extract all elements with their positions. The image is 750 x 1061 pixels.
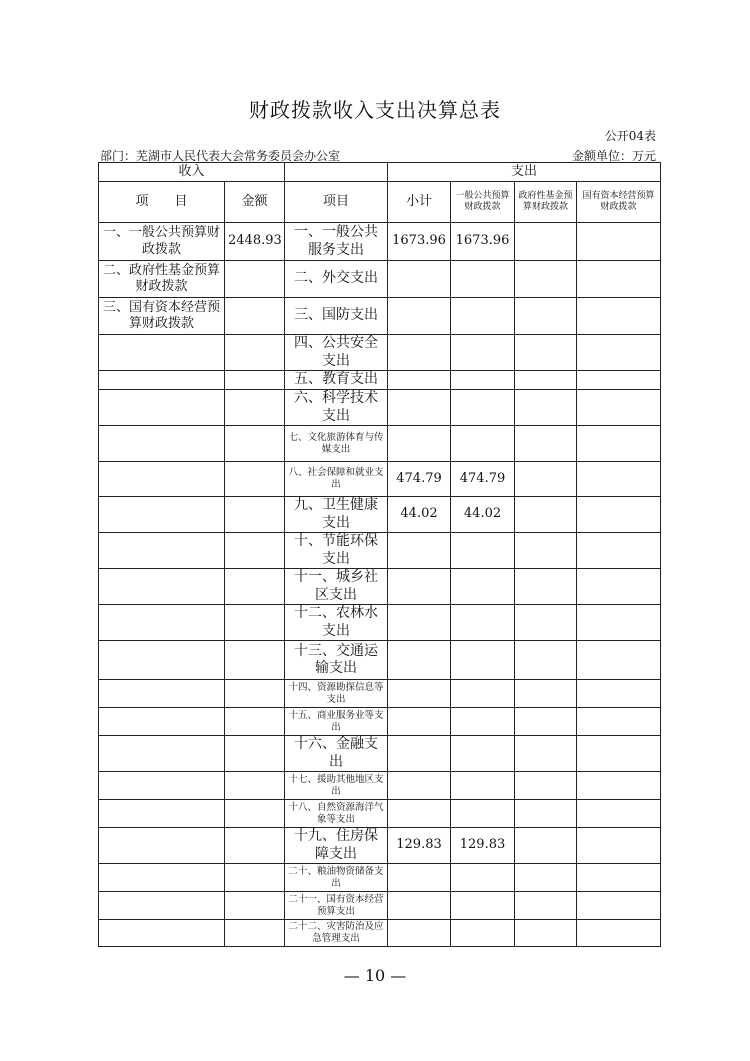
expense-item-cell: 十六、金融支出 (285, 736, 388, 772)
subtotal-cell: 129.83 (388, 828, 451, 864)
fund-budget-header: 政府性基金预算财政拨款 (515, 182, 577, 223)
income-amount-cell (225, 680, 285, 708)
general-budget-cell (451, 864, 515, 892)
income-amount-cell (225, 828, 285, 864)
income-item-cell: 三、国有资本经营预算财政拨款 (99, 298, 225, 335)
general-budget-cell: 1673.96 (451, 223, 515, 261)
expense-item-cell: 九、卫生健康支出 (285, 497, 388, 533)
table-row (99, 569, 661, 605)
table-row (99, 298, 661, 335)
page-title: 财政拨款收入支出决算总表 (249, 98, 501, 122)
general-budget-cell (451, 605, 515, 641)
table-row (99, 800, 661, 828)
header-blank (285, 163, 388, 182)
fund-budget-cell (515, 533, 577, 569)
state-capital-cell (577, 569, 661, 605)
subtotal-cell (388, 680, 451, 708)
state-capital-cell (577, 708, 661, 736)
expense-item-cell: 十三、交通运输支出 (285, 641, 388, 680)
fund-budget-cell (515, 708, 577, 736)
income-amount-cell: 2448.93 (225, 223, 285, 261)
table-row (99, 533, 661, 569)
fund-budget-cell (515, 569, 577, 605)
state-capital-cell (577, 335, 661, 371)
state-capital-cell (577, 462, 661, 497)
state-capital-header: 国有资本经营预算财政拨款 (577, 182, 661, 223)
expense-item-cell: 八、社会保障和就业支出 (285, 462, 388, 497)
income-item-cell (99, 533, 225, 569)
expense-item-cell: 十五、商业服务业等支出 (285, 708, 388, 736)
subtotal-cell (388, 426, 451, 462)
subtotal-cell (388, 335, 451, 371)
table-row (99, 605, 661, 641)
income-amount-cell (225, 920, 285, 947)
income-item-cell (99, 497, 225, 533)
table-row (99, 335, 661, 371)
fund-budget-cell (515, 605, 577, 641)
general-budget-cell (451, 708, 515, 736)
income-amount-cell (225, 390, 285, 426)
general-budget-cell: 474.79 (451, 462, 515, 497)
budget-summary-table (98, 162, 661, 947)
expense-item-cell: 四、公共安全支出 (285, 335, 388, 371)
expense-item-cell: 五、教育支出 (285, 371, 388, 390)
state-capital-cell (577, 298, 661, 335)
income-item-cell (99, 708, 225, 736)
state-capital-cell (577, 426, 661, 462)
income-header: 收入 (99, 163, 285, 182)
fund-budget-cell (515, 772, 577, 800)
state-capital-cell (577, 864, 661, 892)
fund-budget-cell (515, 864, 577, 892)
page-number: — 10 — (343, 966, 407, 985)
general-budget-header: 一般公共预算财政拨款 (451, 182, 515, 223)
expense-item-cell: 十七、援助其他地区支出 (285, 772, 388, 800)
income-amount-cell (225, 462, 285, 497)
fund-budget-cell (515, 223, 577, 261)
income-amount-cell (225, 864, 285, 892)
general-budget-cell (451, 641, 515, 680)
general-budget-cell: 129.83 (451, 828, 515, 864)
header-row-group (99, 163, 661, 182)
expense-item-cell: 十四、资源勘探信息等支出 (285, 680, 388, 708)
fund-budget-cell (515, 641, 577, 680)
expense-item-cell: 十一、城乡社区支出 (285, 569, 388, 605)
income-amount-cell (225, 641, 285, 680)
general-budget-cell (451, 298, 515, 335)
header-row-columns (99, 182, 661, 223)
income-amount-cell (225, 708, 285, 736)
income-item-cell (99, 371, 225, 390)
table-row (99, 462, 661, 497)
subtotal-cell (388, 569, 451, 605)
fund-budget-cell (515, 680, 577, 708)
expense-item-header: 项目 (285, 182, 388, 223)
expense-item-cell: 二、外交支出 (285, 261, 388, 298)
state-capital-cell (577, 497, 661, 533)
subtotal-cell (388, 298, 451, 335)
fund-budget-cell (515, 828, 577, 864)
subtotal-cell (388, 390, 451, 426)
income-item-cell (99, 605, 225, 641)
income-item-cell (99, 800, 225, 828)
fund-budget-cell (515, 497, 577, 533)
table-row (99, 223, 661, 261)
table-row (99, 736, 661, 772)
income-item-header: 项 目 (99, 182, 225, 223)
income-item-cell: 一、一般公共预算财政拨款 (99, 223, 225, 261)
expense-item-cell: 十、节能环保支出 (285, 533, 388, 569)
subtotal-cell (388, 261, 451, 298)
income-amount-cell (225, 371, 285, 390)
subtotal-cell (388, 772, 451, 800)
expense-item-cell: 六、科学技术支出 (285, 390, 388, 426)
table-row (99, 680, 661, 708)
fund-budget-cell (515, 800, 577, 828)
income-item-cell (99, 641, 225, 680)
state-capital-cell (577, 920, 661, 947)
income-item-cell (99, 828, 225, 864)
fund-budget-cell (515, 892, 577, 920)
subtotal-cell (388, 371, 451, 390)
subtotal-cell (388, 641, 451, 680)
general-budget-cell (451, 920, 515, 947)
fund-budget-cell (515, 736, 577, 772)
income-item-cell (99, 426, 225, 462)
general-budget-cell (451, 390, 515, 426)
subtotal-cell (388, 605, 451, 641)
table-row (99, 497, 661, 533)
state-capital-cell (577, 828, 661, 864)
subtotal-cell (388, 708, 451, 736)
expense-header: 支出 (388, 163, 661, 182)
subtotal-cell (388, 736, 451, 772)
fund-budget-cell (515, 390, 577, 426)
expense-item-cell: 二十二、灾害防治及应急管理支出 (285, 920, 388, 947)
fund-budget-cell (515, 371, 577, 390)
table-row (99, 261, 661, 298)
table-row (99, 892, 661, 920)
state-capital-cell (577, 390, 661, 426)
income-amount-cell (225, 298, 285, 335)
expense-item-cell: 十二、农林水支出 (285, 605, 388, 641)
subtotal-cell (388, 533, 451, 569)
table-row (99, 920, 661, 947)
state-capital-cell (577, 736, 661, 772)
expense-item-cell: 七、文化旅游体育与传媒支出 (285, 426, 388, 462)
general-budget-cell (451, 800, 515, 828)
table-row (99, 708, 661, 736)
state-capital-cell (577, 772, 661, 800)
table-row (99, 772, 661, 800)
expense-item-cell: 一、一般公共服务支出 (285, 223, 388, 261)
state-capital-cell (577, 533, 661, 569)
state-capital-cell (577, 680, 661, 708)
expense-item-cell: 二十、粮油物资储备支出 (285, 864, 388, 892)
income-amount-cell (225, 605, 285, 641)
general-budget-cell (451, 680, 515, 708)
fund-budget-cell (515, 261, 577, 298)
general-budget-cell (451, 569, 515, 605)
table-row (99, 641, 661, 680)
expense-item-cell: 十八、自然资源海洋气象等支出 (285, 800, 388, 828)
amount-unit-label: 金额单位：万元 (571, 149, 656, 163)
income-item-cell (99, 390, 225, 426)
subtotal-header: 小计 (388, 182, 451, 223)
general-budget-cell (451, 261, 515, 298)
expense-item-cell: 二十一、国有资本经营预算支出 (285, 892, 388, 920)
income-amount-cell (225, 261, 285, 298)
income-item-cell (99, 569, 225, 605)
subtotal-cell: 474.79 (388, 462, 451, 497)
income-amount-cell (225, 497, 285, 533)
general-budget-cell (451, 772, 515, 800)
subtotal-cell: 44.02 (388, 497, 451, 533)
income-item-cell (99, 736, 225, 772)
general-budget-cell (451, 426, 515, 462)
table-row (99, 426, 661, 462)
income-amount-cell (225, 772, 285, 800)
income-item-cell (99, 920, 225, 947)
subtotal-cell (388, 864, 451, 892)
general-budget-cell (451, 892, 515, 920)
income-amount-cell (225, 736, 285, 772)
state-capital-cell (577, 223, 661, 261)
state-capital-cell (577, 641, 661, 680)
subtotal-cell (388, 800, 451, 828)
income-item-cell (99, 772, 225, 800)
table-row (99, 864, 661, 892)
income-amount-cell (225, 533, 285, 569)
state-capital-cell (577, 605, 661, 641)
form-number: 公开04表 (604, 129, 656, 143)
fund-budget-cell (515, 920, 577, 947)
income-item-cell (99, 892, 225, 920)
income-item-cell (99, 335, 225, 371)
table-row (99, 828, 661, 864)
fund-budget-cell (515, 298, 577, 335)
general-budget-cell (451, 371, 515, 390)
income-item-cell (99, 680, 225, 708)
fund-budget-cell (515, 462, 577, 497)
general-budget-cell (451, 736, 515, 772)
state-capital-cell (577, 371, 661, 390)
state-capital-cell (577, 892, 661, 920)
table-row (99, 390, 661, 426)
income-amount-cell (225, 426, 285, 462)
subtotal-cell (388, 920, 451, 947)
table-row (99, 371, 661, 390)
income-amount-cell (225, 800, 285, 828)
general-budget-cell (451, 335, 515, 371)
income-item-cell (99, 462, 225, 497)
general-budget-cell (451, 533, 515, 569)
department-label: 部门：芜湖市人民代表大会常务委员会办公室 (100, 149, 341, 163)
fund-budget-cell (515, 426, 577, 462)
income-amount-cell (225, 335, 285, 371)
subtotal-cell (388, 892, 451, 920)
income-item-cell: 二、政府性基金预算财政拨款 (99, 261, 225, 298)
expense-item-cell: 三、国防支出 (285, 298, 388, 335)
income-item-cell (99, 864, 225, 892)
state-capital-cell (577, 800, 661, 828)
general-budget-cell: 44.02 (451, 497, 515, 533)
expense-item-cell: 十九、住房保障支出 (285, 828, 388, 864)
income-amount-cell (225, 892, 285, 920)
subtotal-cell: 1673.96 (388, 223, 451, 261)
state-capital-cell (577, 261, 661, 298)
income-amount-header: 金额 (225, 182, 285, 223)
fund-budget-cell (515, 335, 577, 371)
income-amount-cell (225, 569, 285, 605)
